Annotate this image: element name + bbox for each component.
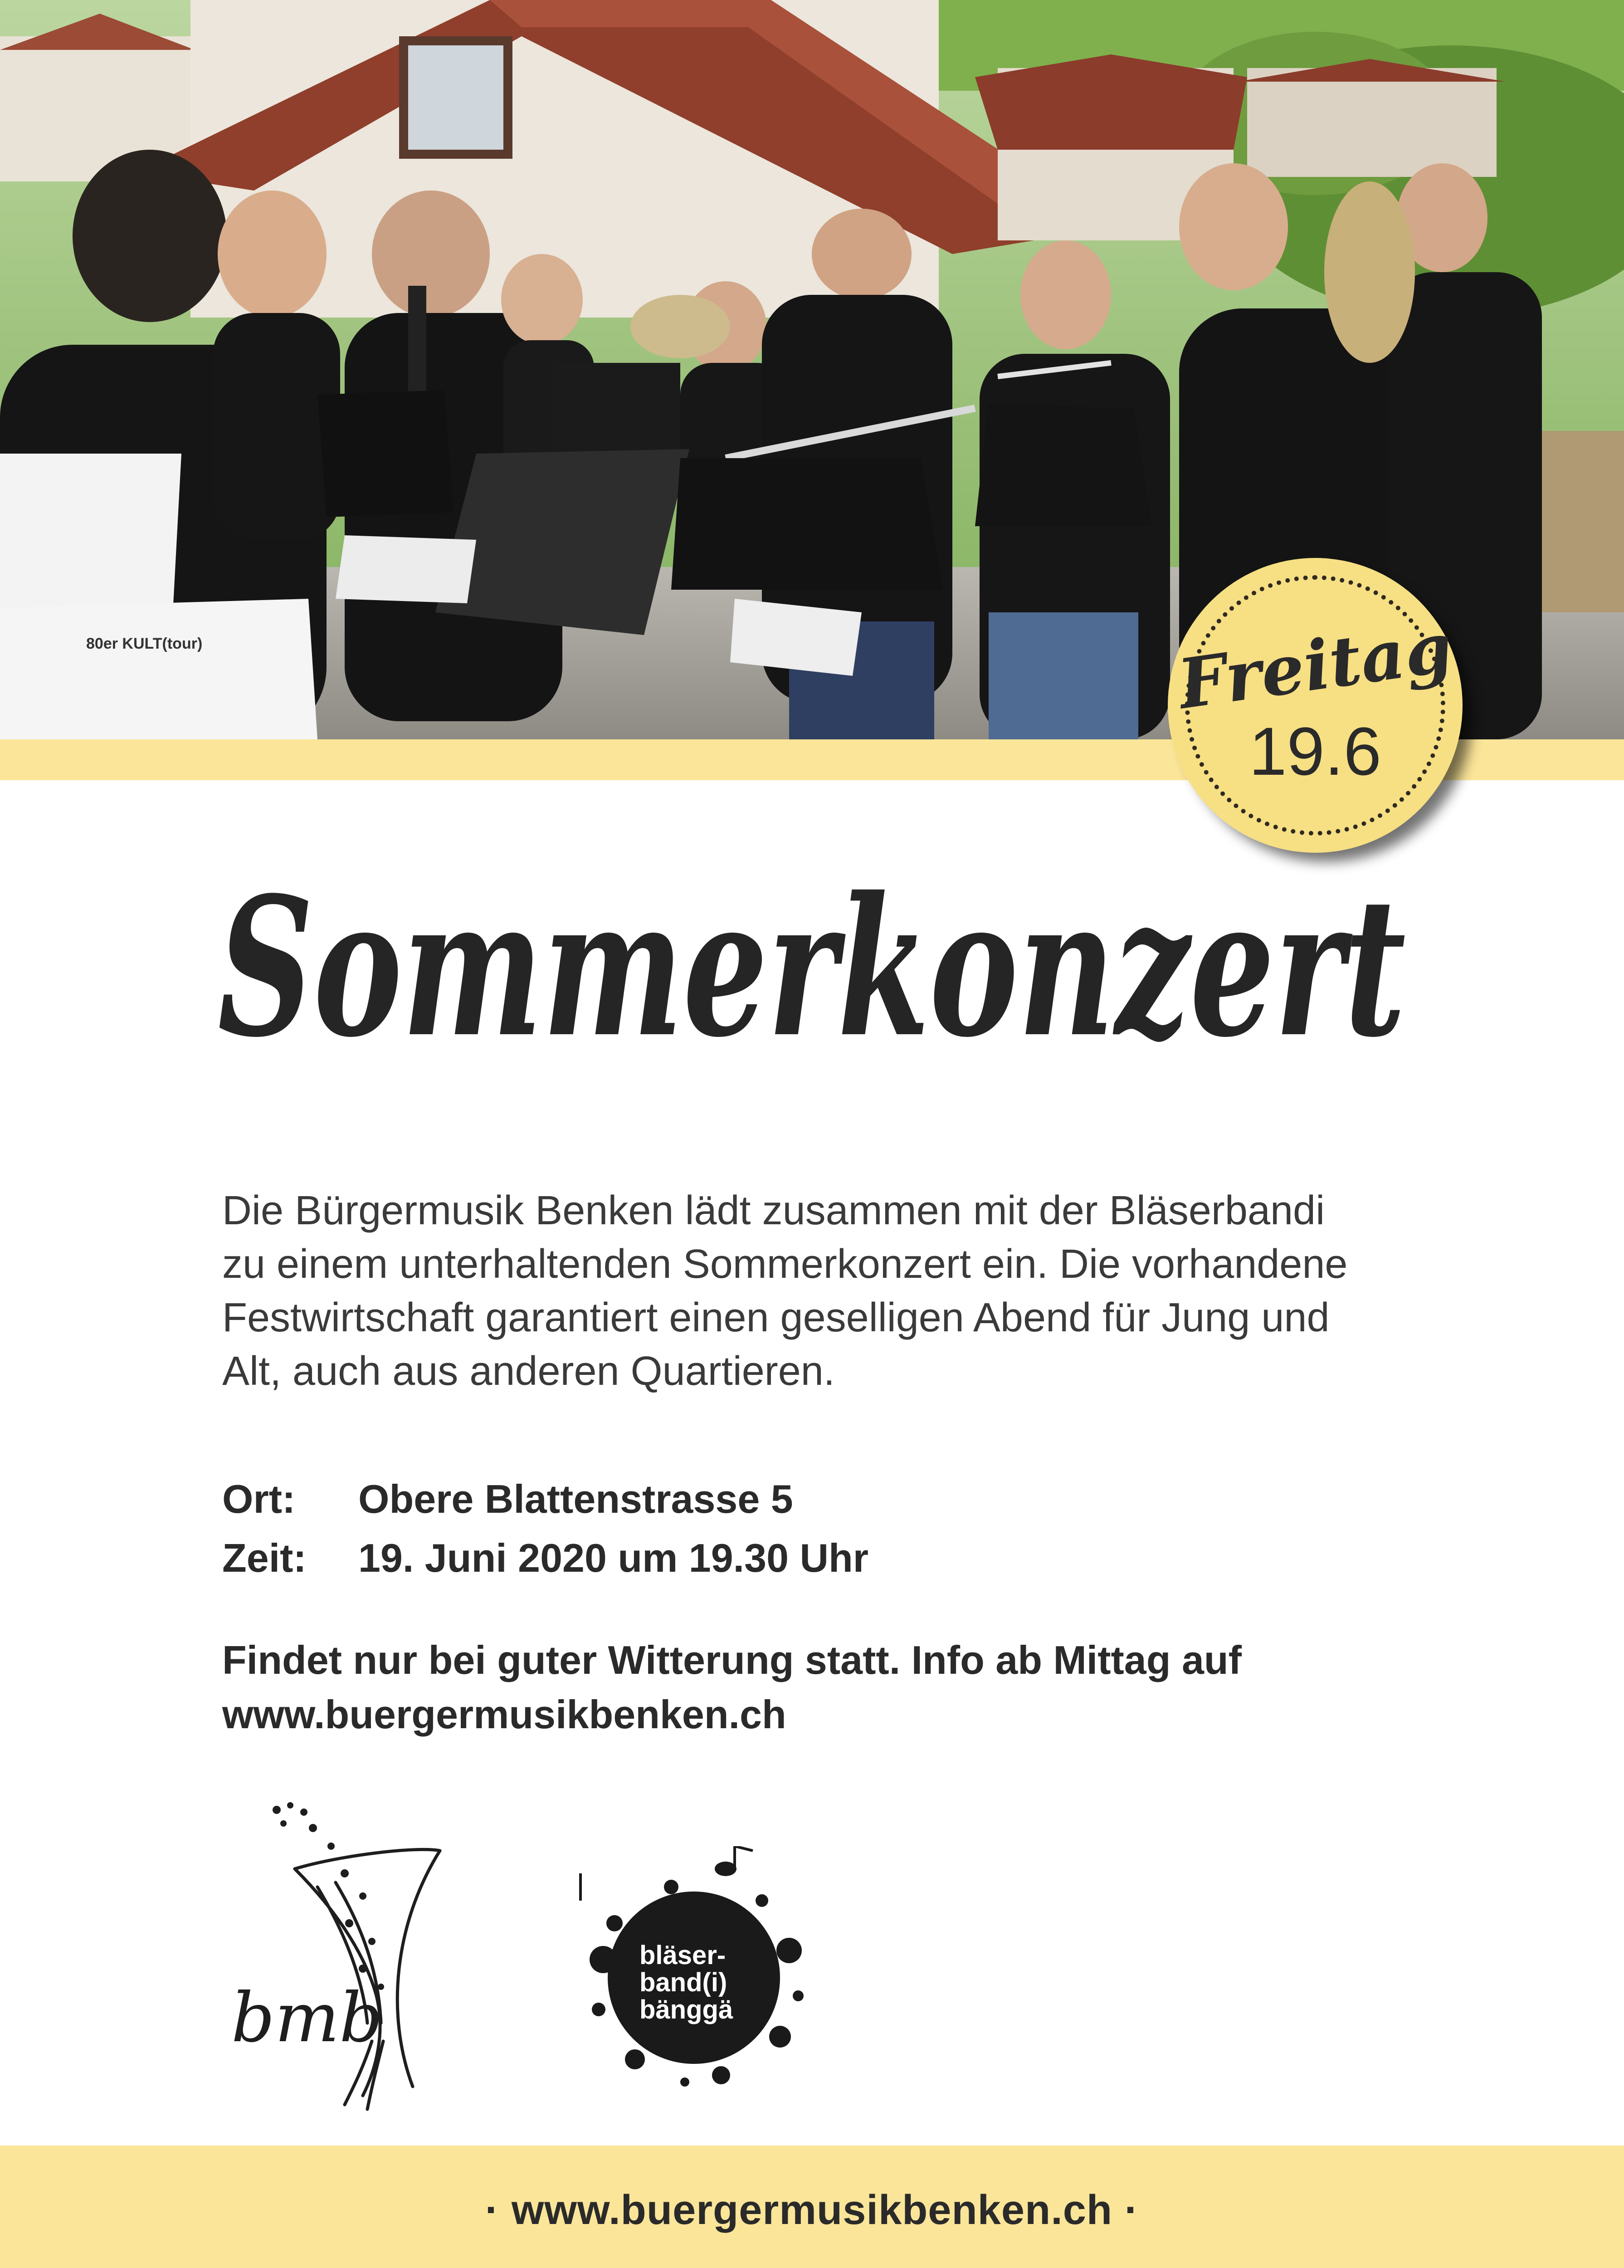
- bmb-logo: [227, 1796, 481, 2114]
- date-badge: [1168, 558, 1463, 853]
- location-row: [222, 1470, 868, 1529]
- footer-band: [0, 2146, 1624, 2268]
- intro-line: Alt, auch aus anderen Quartieren.: [222, 1349, 835, 1394]
- badge-date: 19.6: [1249, 713, 1381, 789]
- badge-day: Freitag: [1173, 607, 1457, 725]
- bmb-horn-logo-icon: [227, 1796, 481, 2114]
- event-details: [222, 1470, 868, 1588]
- bmb-logo-text: bmb: [231, 1979, 383, 2058]
- footer-url-link[interactable]: · www.buergermusikbenken.ch ·: [485, 2187, 1139, 2233]
- intro-line: Festwirtschaft garantiert einen geselligen Abend für Jung und: [222, 1295, 1330, 1340]
- intro-line: zu einem unterhaltenden Sommerkonzert ein. Die vorhandene: [222, 1242, 1348, 1287]
- blaeserbandi-line: bänggä: [639, 1995, 733, 2024]
- time-value: 19. Juni 2020 um 19.30 Uhr: [358, 1535, 869, 1580]
- title-text: Sommerkonzert: [218, 856, 1406, 1080]
- location-value: Obere Blattenstrasse 5: [358, 1476, 793, 1521]
- page-title: [209, 853, 1433, 1107]
- time-row: [222, 1529, 868, 1588]
- notice-url[interactable]: www.buergermusikbenken.ch: [222, 1692, 786, 1737]
- blaeserbandi-line: band(i): [639, 1968, 727, 1997]
- notice-line: Findet nur bei guter Witterung statt. Info ab Mittag auf: [222, 1637, 1242, 1682]
- location-label: Ort:: [222, 1476, 296, 1521]
- stand-sheet-label: 80er KULT(tour): [86, 635, 203, 652]
- blaeserbandi-logo-icon: [571, 1846, 816, 2100]
- intro-paragraph: [222, 1184, 1447, 1398]
- blaeserbandi-line: bläser-: [639, 1941, 726, 1970]
- blaeserbandi-logo: [571, 1846, 816, 2100]
- time-label: Zeit:: [222, 1535, 307, 1580]
- intro-line: Die Bürgermusik Benken lädt zusammen mit der Bläserbandi: [222, 1188, 1325, 1233]
- weather-notice: [222, 1633, 1242, 1742]
